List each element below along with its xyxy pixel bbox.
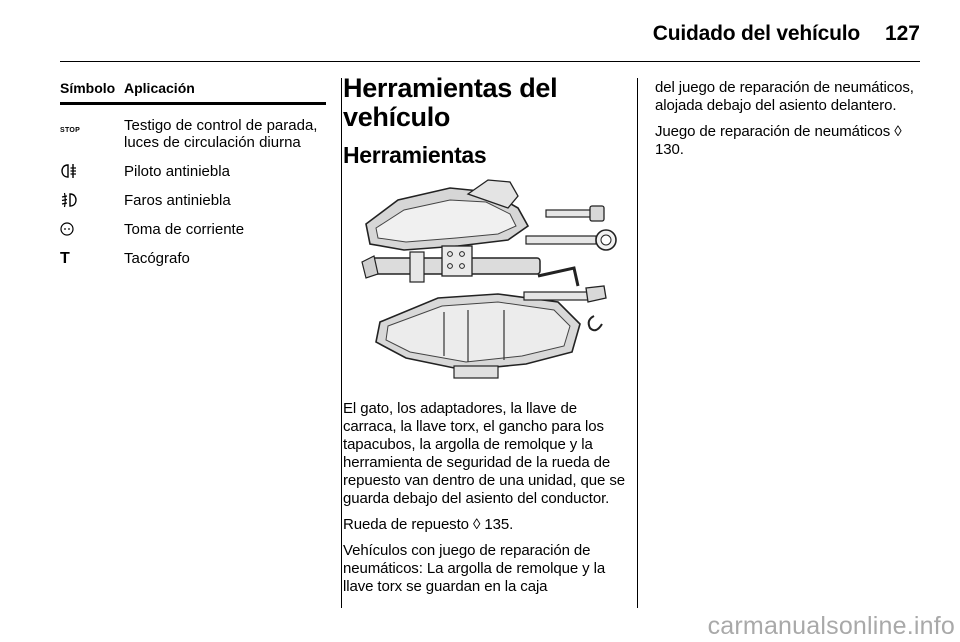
table-row <box>60 221 326 238</box>
symbol-table <box>60 80 326 267</box>
paragraph-spare-wheel-ref: Rueda de repuesto ◊ 135. <box>343 516 514 533</box>
subsection-heading: Herramientas <box>343 142 487 168</box>
power-outlet-icon <box>60 221 76 237</box>
application-text: Faros antiniebla <box>124 192 231 209</box>
table-row <box>60 250 326 267</box>
application-text: Tacógrafo <box>124 250 190 267</box>
tools-description <box>343 400 633 604</box>
application-text: Testigo de control de parada, luces de circulación diurna <box>124 117 318 151</box>
table-row <box>60 192 326 209</box>
watermark: carmanualsonline.info <box>707 612 955 640</box>
symbol-table-header <box>60 80 326 105</box>
application-text: Piloto antiniebla <box>124 163 230 180</box>
paragraph: El gato, los adaptadores, la llave de carraca, la llave torx, el gancho para los tapacubos, la argolla de remolque y la herramienta de seguridad de la rueda de repuesto van dentro de una unidad, que se guarda debajo del asiento del conductor. <box>343 400 625 507</box>
running-header-title: Cuidado del vehículo <box>652 22 860 45</box>
table-row <box>60 163 326 180</box>
column-header-symbol: Símbolo <box>60 80 116 96</box>
column-divider-left <box>341 78 342 608</box>
section-heading: Herramientas del vehículo <box>343 73 558 132</box>
tools-description-continued <box>655 79 920 167</box>
column-divider-right <box>637 78 638 608</box>
application-text: Toma de corriente <box>124 221 245 238</box>
paragraph-repair-kit-ref: Juego de reparación de neumáticos ◊ 130. <box>655 123 902 158</box>
paragraph: del juego de reparación de neumáticos, alojada debajo del asiento delantero. <box>655 79 914 114</box>
rear-fog-light-icon <box>60 163 78 179</box>
tachograph-icon: T <box>60 250 70 267</box>
header-rule <box>60 61 920 62</box>
paragraph: Vehículos con juego de reparación de neumáticos: La argolla de remolque y la llave torx se guardan en la caja <box>343 542 606 595</box>
column-header-application: Aplicación <box>124 80 195 96</box>
vehicle-tools-illustration <box>358 174 624 388</box>
table-row <box>60 117 326 151</box>
stop-icon: STOP <box>60 127 81 134</box>
page-number: 127 <box>884 22 920 45</box>
front-fog-light-icon <box>60 192 78 208</box>
